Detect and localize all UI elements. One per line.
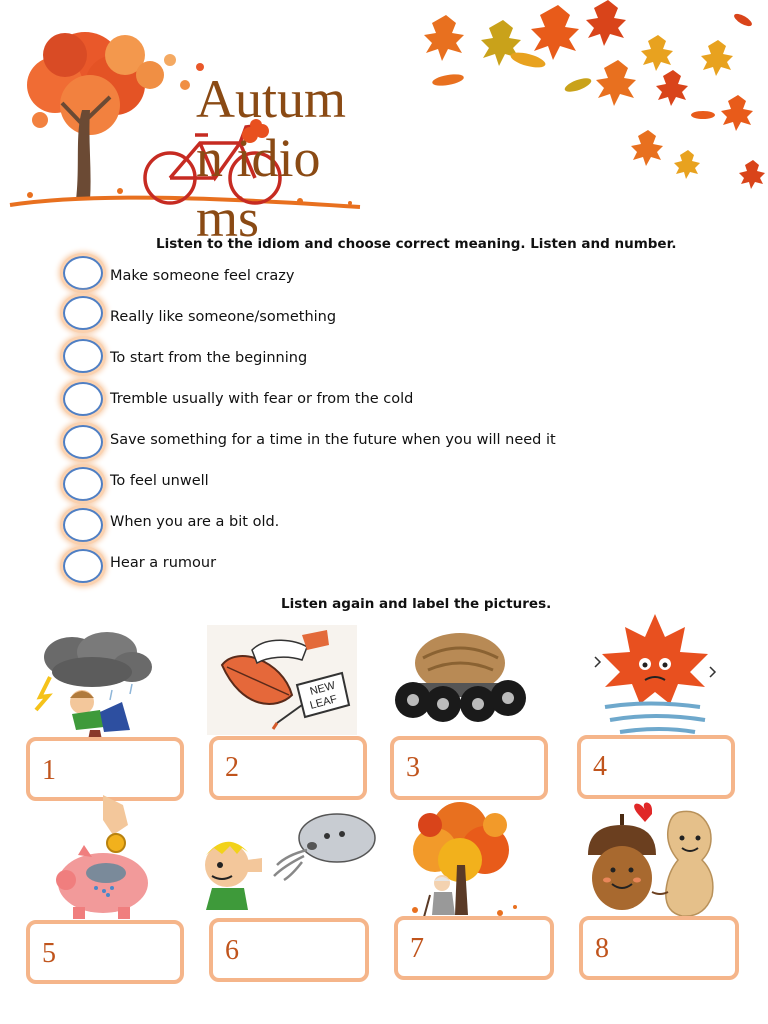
picture-number-1: 1 — [42, 755, 56, 786]
label-box-2[interactable] — [209, 736, 367, 800]
shivering-leaf-icon — [590, 612, 720, 737]
picture-number-8: 8 — [595, 933, 609, 964]
label-box-8[interactable] — [579, 916, 739, 980]
answer-circle-6[interactable] — [63, 467, 103, 501]
meaning-text-1: Make someone feel crazy — [110, 268, 295, 284]
label-box-3[interactable] — [390, 736, 548, 800]
meaning-text-6: To feel unwell — [110, 473, 209, 489]
meaning-text-7: When you are a bit old. — [110, 514, 280, 530]
picture-number-5: 5 — [42, 938, 56, 969]
picture-number-3: 3 — [406, 752, 420, 783]
picture-number-2: 2 — [225, 752, 239, 783]
meaning-text-4: Tremble usually with fear or from the cold — [110, 391, 414, 407]
answer-circle-7[interactable] — [63, 508, 103, 542]
label-box-5[interactable] — [26, 920, 184, 984]
answer-circle-3[interactable] — [63, 339, 103, 373]
picture-number-7: 7 — [410, 933, 424, 964]
page-title: Autumn idioms — [196, 69, 347, 248]
meaning-text-2: Really like someone/something — [110, 309, 337, 325]
instruction-label-pictures: Listen again and label the pictures. — [281, 596, 552, 612]
falling-leaves-icon — [418, 0, 768, 190]
autumn-tree-old-man-icon — [400, 795, 530, 920]
picture-number-6: 6 — [225, 935, 239, 966]
new-leaf-icon — [207, 625, 357, 735]
answer-circle-8[interactable] — [63, 549, 103, 583]
svg-text:NEW: NEW — [308, 679, 337, 698]
label-box-6[interactable] — [209, 918, 369, 982]
answer-circle-5[interactable] — [63, 425, 103, 459]
answer-circle-1[interactable] — [63, 256, 103, 290]
picture-number-4: 4 — [593, 751, 607, 782]
label-box-1[interactable] — [26, 737, 184, 801]
meaning-text-8: Hear a rumour — [110, 555, 217, 571]
answer-circle-4[interactable] — [63, 382, 103, 416]
storm-cloud-boy-icon — [32, 632, 157, 742]
meaning-text-5: Save something for a time in the future when you will need it — [110, 432, 556, 448]
meaning-text-3: To start from the beginning — [110, 350, 308, 366]
label-box-4[interactable] — [577, 735, 735, 799]
instruction-listen-number: Listen to the idiom and choose correct meaning. Listen and number. — [156, 236, 677, 252]
svg-text:LEAF: LEAF — [308, 693, 339, 712]
piggy-bank-icon — [48, 795, 158, 920]
nut-truck-icon — [378, 628, 538, 728]
label-box-7[interactable] — [394, 916, 554, 980]
acorn-peanut-heart-icon — [580, 800, 730, 920]
answer-circle-2[interactable] — [63, 296, 103, 330]
wind-ear-icon — [192, 810, 382, 915]
